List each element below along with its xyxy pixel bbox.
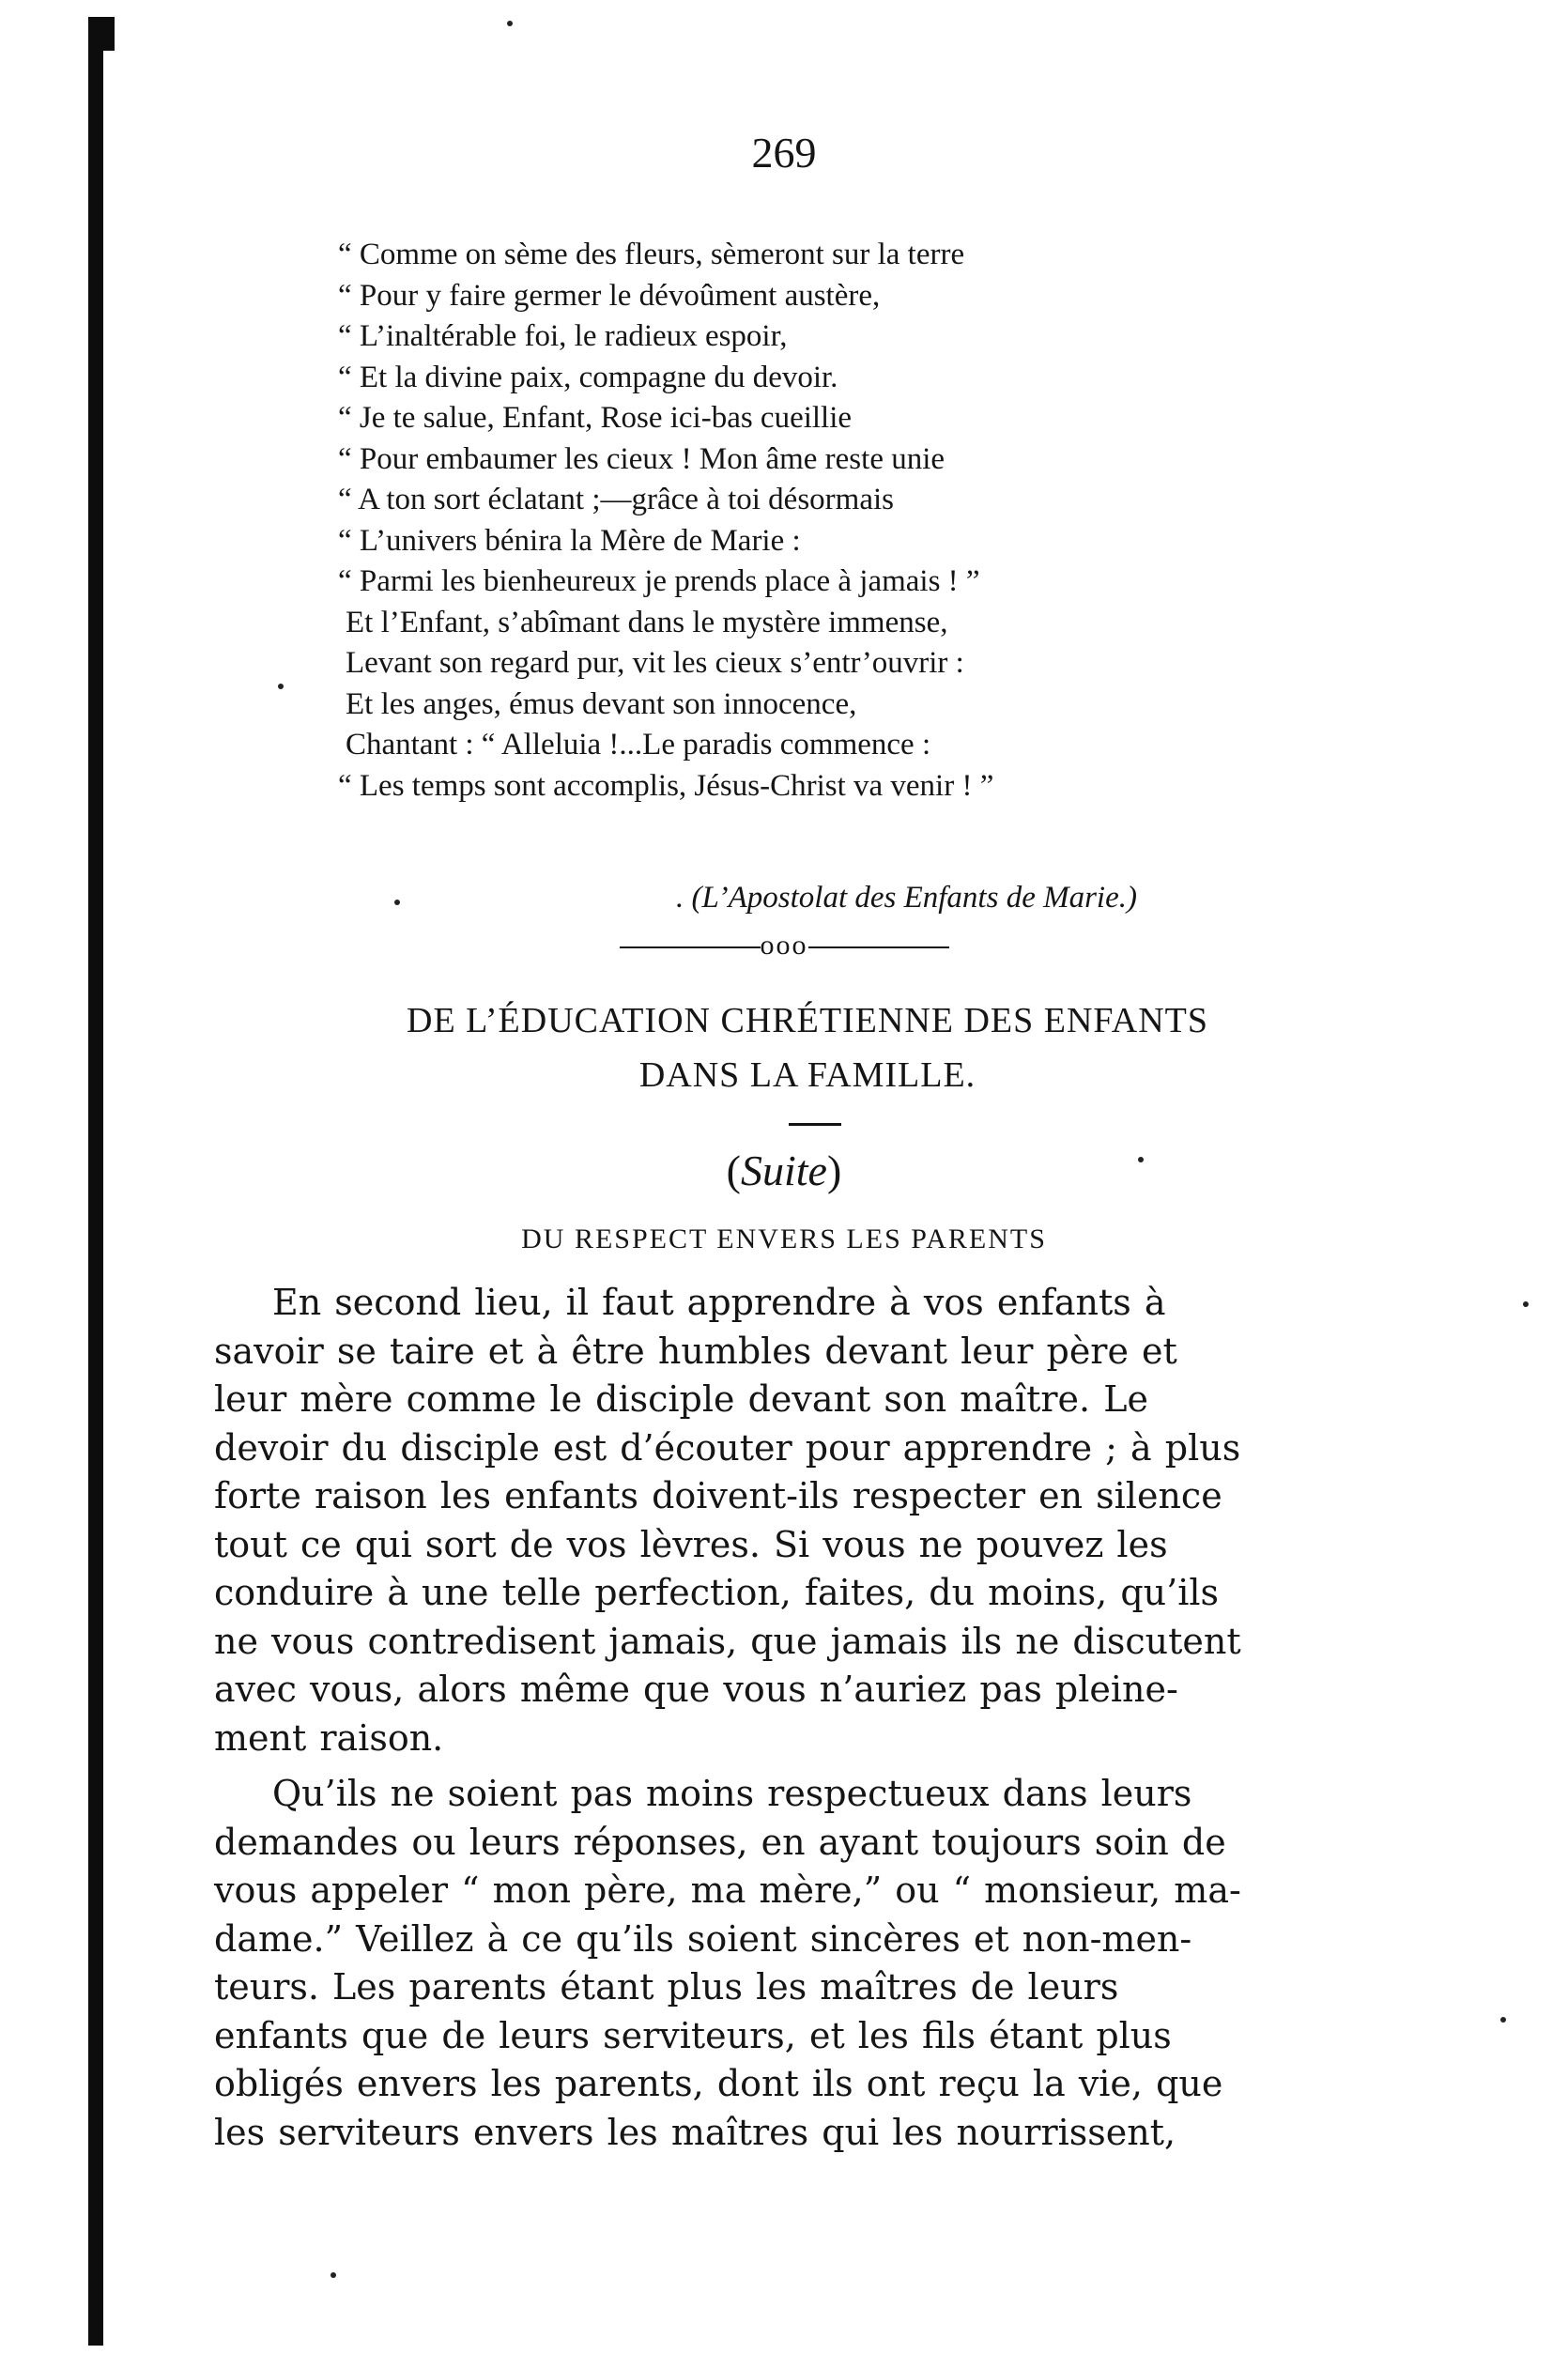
body-line: ne vous contredisent jamais, que jamais ils ne discutent xyxy=(214,1620,1241,1662)
body-line: leur mère comme le disciple devant son maître. Le xyxy=(214,1378,1148,1420)
suite-word: Suite xyxy=(741,1146,827,1194)
section-separator xyxy=(0,930,1568,962)
title-dash xyxy=(789,1123,841,1126)
print-speck xyxy=(278,684,284,689)
poem-line: “ Et la divine paix, compagne du devoir. xyxy=(338,360,838,394)
body-line: avec vous, alors même que vous n’auriez pas pleine- xyxy=(214,1669,1178,1710)
poem-line: “ L’inaltérable foi, le radieux espoir, xyxy=(338,319,788,353)
print-speck xyxy=(1138,1157,1144,1162)
article-body xyxy=(214,1279,1416,2157)
article-title-line: DANS LA FAMILLE. xyxy=(638,1055,976,1095)
poem-line: “ Pour y faire germer le dévoûment austère, xyxy=(338,278,881,313)
article-title-line: DE L’ÉDUCATION CHRÉTIENNE DES ENFANTS xyxy=(407,1001,1208,1040)
body-line: enfants que de leurs serviteurs, et les fils étant plus xyxy=(214,2014,1172,2056)
poem-line: Et les anges, émus devant son innocence, xyxy=(346,686,857,721)
poem-line: Levant son regard pur, vit les cieux s’entr’ouvrir : xyxy=(346,646,964,680)
separator-rule-left xyxy=(620,946,761,948)
continuation-label xyxy=(0,1146,1568,1195)
body-line: ment raison. xyxy=(214,1716,444,1759)
separator-ornament: ooo xyxy=(760,930,808,961)
print-speck xyxy=(1500,2017,1506,2023)
body-line: obligés envers les parents, dont ils ont reçu la vie, que xyxy=(214,2063,1223,2104)
body-line: forte raison les enfants doivent-ils respecter en silence xyxy=(214,1475,1222,1516)
article-title xyxy=(225,993,1390,1102)
print-speck xyxy=(331,2272,336,2278)
poem-attribution: . (L’Apostolat des Enfants de Marie.) xyxy=(676,881,1137,915)
section-heading: DU RESPECT ENVERS LES PARENTS xyxy=(521,1223,1047,1254)
body-line: tout ce qui sort de vos lèvres. Si vous ne pouvez les xyxy=(214,1523,1168,1565)
body-line: les serviteurs envers les maîtres qui les nourrissent, xyxy=(214,2111,1176,2153)
paragraph-gap xyxy=(214,1762,1416,1770)
body-line: demandes ou leurs réponses, en ayant toujours soin de xyxy=(214,1821,1226,1863)
body-line: Qu’ils ne soient pas moins respectueux dans leurs xyxy=(272,1773,1192,1814)
print-speck xyxy=(507,21,513,26)
poem-line: “ Parmi les bienheureux je prends place à jamais ! ” xyxy=(338,564,980,598)
poem xyxy=(338,235,1296,807)
body-line: savoir se taire et à être humbles devant leur père et xyxy=(214,1330,1177,1372)
separator-rule-right xyxy=(808,946,949,948)
poem-line: Et l’Enfant, s’abîmant dans le mystère immense, xyxy=(346,605,948,639)
body-line: vous appeler “ mon père, ma mère,” ou “ monsieur, ma- xyxy=(214,1869,1241,1911)
print-speck xyxy=(394,900,400,905)
print-speck xyxy=(1523,1301,1529,1307)
body-line: devoir du disciple est d’écouter pour apprendre ; à plus xyxy=(214,1426,1241,1469)
poem-line: “ Je te salue, Enfant, Rose ici-bas cueillie xyxy=(338,401,853,435)
page-number: 269 xyxy=(751,129,817,177)
binding-edge-notch xyxy=(88,17,115,51)
body-line: dame.” Veillez à ce qu’ils soient sincères et non-men- xyxy=(214,1917,1192,1960)
body-line: teurs. Les parents étant plus les maîtres de leurs xyxy=(214,1966,1119,2008)
suite-paren-open: ( xyxy=(726,1146,741,1194)
poem-line: Chantant : “ Alleluia !...Le paradis commence : xyxy=(346,728,931,762)
poem-line: “ L’univers bénira la Mère de Marie : xyxy=(338,523,801,558)
poem-line: “ Les temps sont accomplis, Jésus-Christ va venir ! ” xyxy=(338,768,994,803)
poem-line: “ A ton sort éclatant ;—grâce à toi désormais xyxy=(338,483,894,516)
body-line: En second lieu, il faut apprendre à vos enfants à xyxy=(272,1282,1166,1323)
poem-line: “ Pour embaumer les cieux ! Mon âme reste unie xyxy=(338,441,945,476)
body-line: conduire à une telle perfection, faites, du moins, qu’ils xyxy=(214,1572,1219,1613)
poem-line: “ Comme on sème des fleurs, sèmeront sur la terre xyxy=(338,238,965,271)
suite-paren-close: ) xyxy=(826,1146,842,1194)
